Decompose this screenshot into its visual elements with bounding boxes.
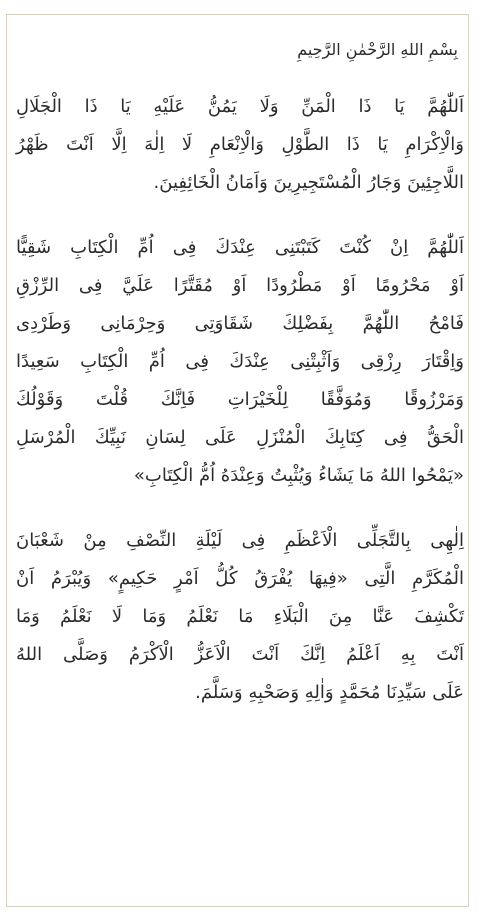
text-line: اَنْتَ بِهِ اَعْلَمُ اِنَّكَ اَنْتَ الْاَعَزُّ الْاَكْرَمُ وَصَلَّى اللهُ (16, 644, 464, 665)
text-line: عَلَى سَيِّدِنَا مُحَمَّدٍ وَاٰلِهِ وَصَحْبِهِ وَسَلَّمَ. (195, 682, 464, 703)
text-line: وَاِقْتَارَ رِزْقِى وَاَثْبِتْنِى عِنْدَكَ فِى اُمِّ الْكِتَابِ سَعِيدًا (16, 351, 464, 372)
text-line: تَكْشِفَ عَنَّا مِنَ الْبَلَاءِ مَا نَعْلَمُ وَمَا لَا نَعْلَمُ وَمَا (16, 606, 464, 627)
prayer-text (16, 36, 464, 739)
text-line: اَوْ مَحْرُومًا اَوْ مَطْرُودًا اَوْ مُقَتَّرًا عَلَيَّ فِى الرِّزْقِ (16, 275, 464, 296)
text-line: اللَّاجِئِينَ وَجَارُ الْمُسْتَجِيرِينَ وَاَمَانُ الْخَائِفِينَ. (153, 172, 464, 193)
text-line: الْحَقُّ فِى كِتَابِكَ الْمُنْزَلِ عَلَى لِسَانِ نَبِيِّكَ الْمُرْسَلِ (16, 427, 464, 448)
paragraph-3 (16, 522, 464, 712)
text-line: اَللّٰهُمَّ يَا ذَا الْمَنِّ وَلَا يَمُنُّ عَلَيْهِ يَا ذَا الْجَلَالِ (16, 96, 464, 117)
text-line: الْمُكَرَّمِ الَّتِى «فِيهَا يُفْرَقُ كُلُّ اَمْرٍ حَكِيمٍ» وَيُبْرَمُ اَنْ (16, 568, 464, 589)
text-line: وَالْاِكْرَامِ يَا ذَا الطَّوْلِ وَالْاِنْعَامِ لَا اِلٰهَ اِلَّا اَنْتَ ظَهْرُ (16, 134, 464, 155)
text-line: اِلٰهِى بِالتَّجَلِّى الْاَعْظَمِ فِى لَيْلَةِ النِّصْفِ مِنْ شَعْبَانَ (16, 530, 464, 551)
paragraph-1 (16, 88, 464, 202)
text-line: وَمَرْزُوقًا وَمُوَفَّقًا لِلْخَيْرَاتِ فَاِنَّكَ قُلْتَ وَقَوْلُكَ (16, 389, 464, 410)
text-line: فَامْحُ اللّٰهُمَّ بِفَضْلِكَ شَقَاوَتِى وَحِرْمَانِى وَطَرْدِى (16, 313, 464, 334)
basmala-heading: بِسْمِ اللهِ الرَّحْمٰنِ الرَّحِيمِ (297, 40, 458, 59)
paragraph-2 (16, 229, 464, 495)
text-line: «يَمْحُوا اللهُ مَا يَشَاءُ وَيُثْبِتُ وَعِنْدَهُ اُمُّ الْكِتَابِ» (133, 465, 464, 486)
text-line: اَللّٰهُمَّ اِنْ كُنْتَ كَتَبْتَنِى عِنْدَكَ فِى اُمِّ الْكِتَابِ شَقِيًّا (16, 237, 464, 258)
